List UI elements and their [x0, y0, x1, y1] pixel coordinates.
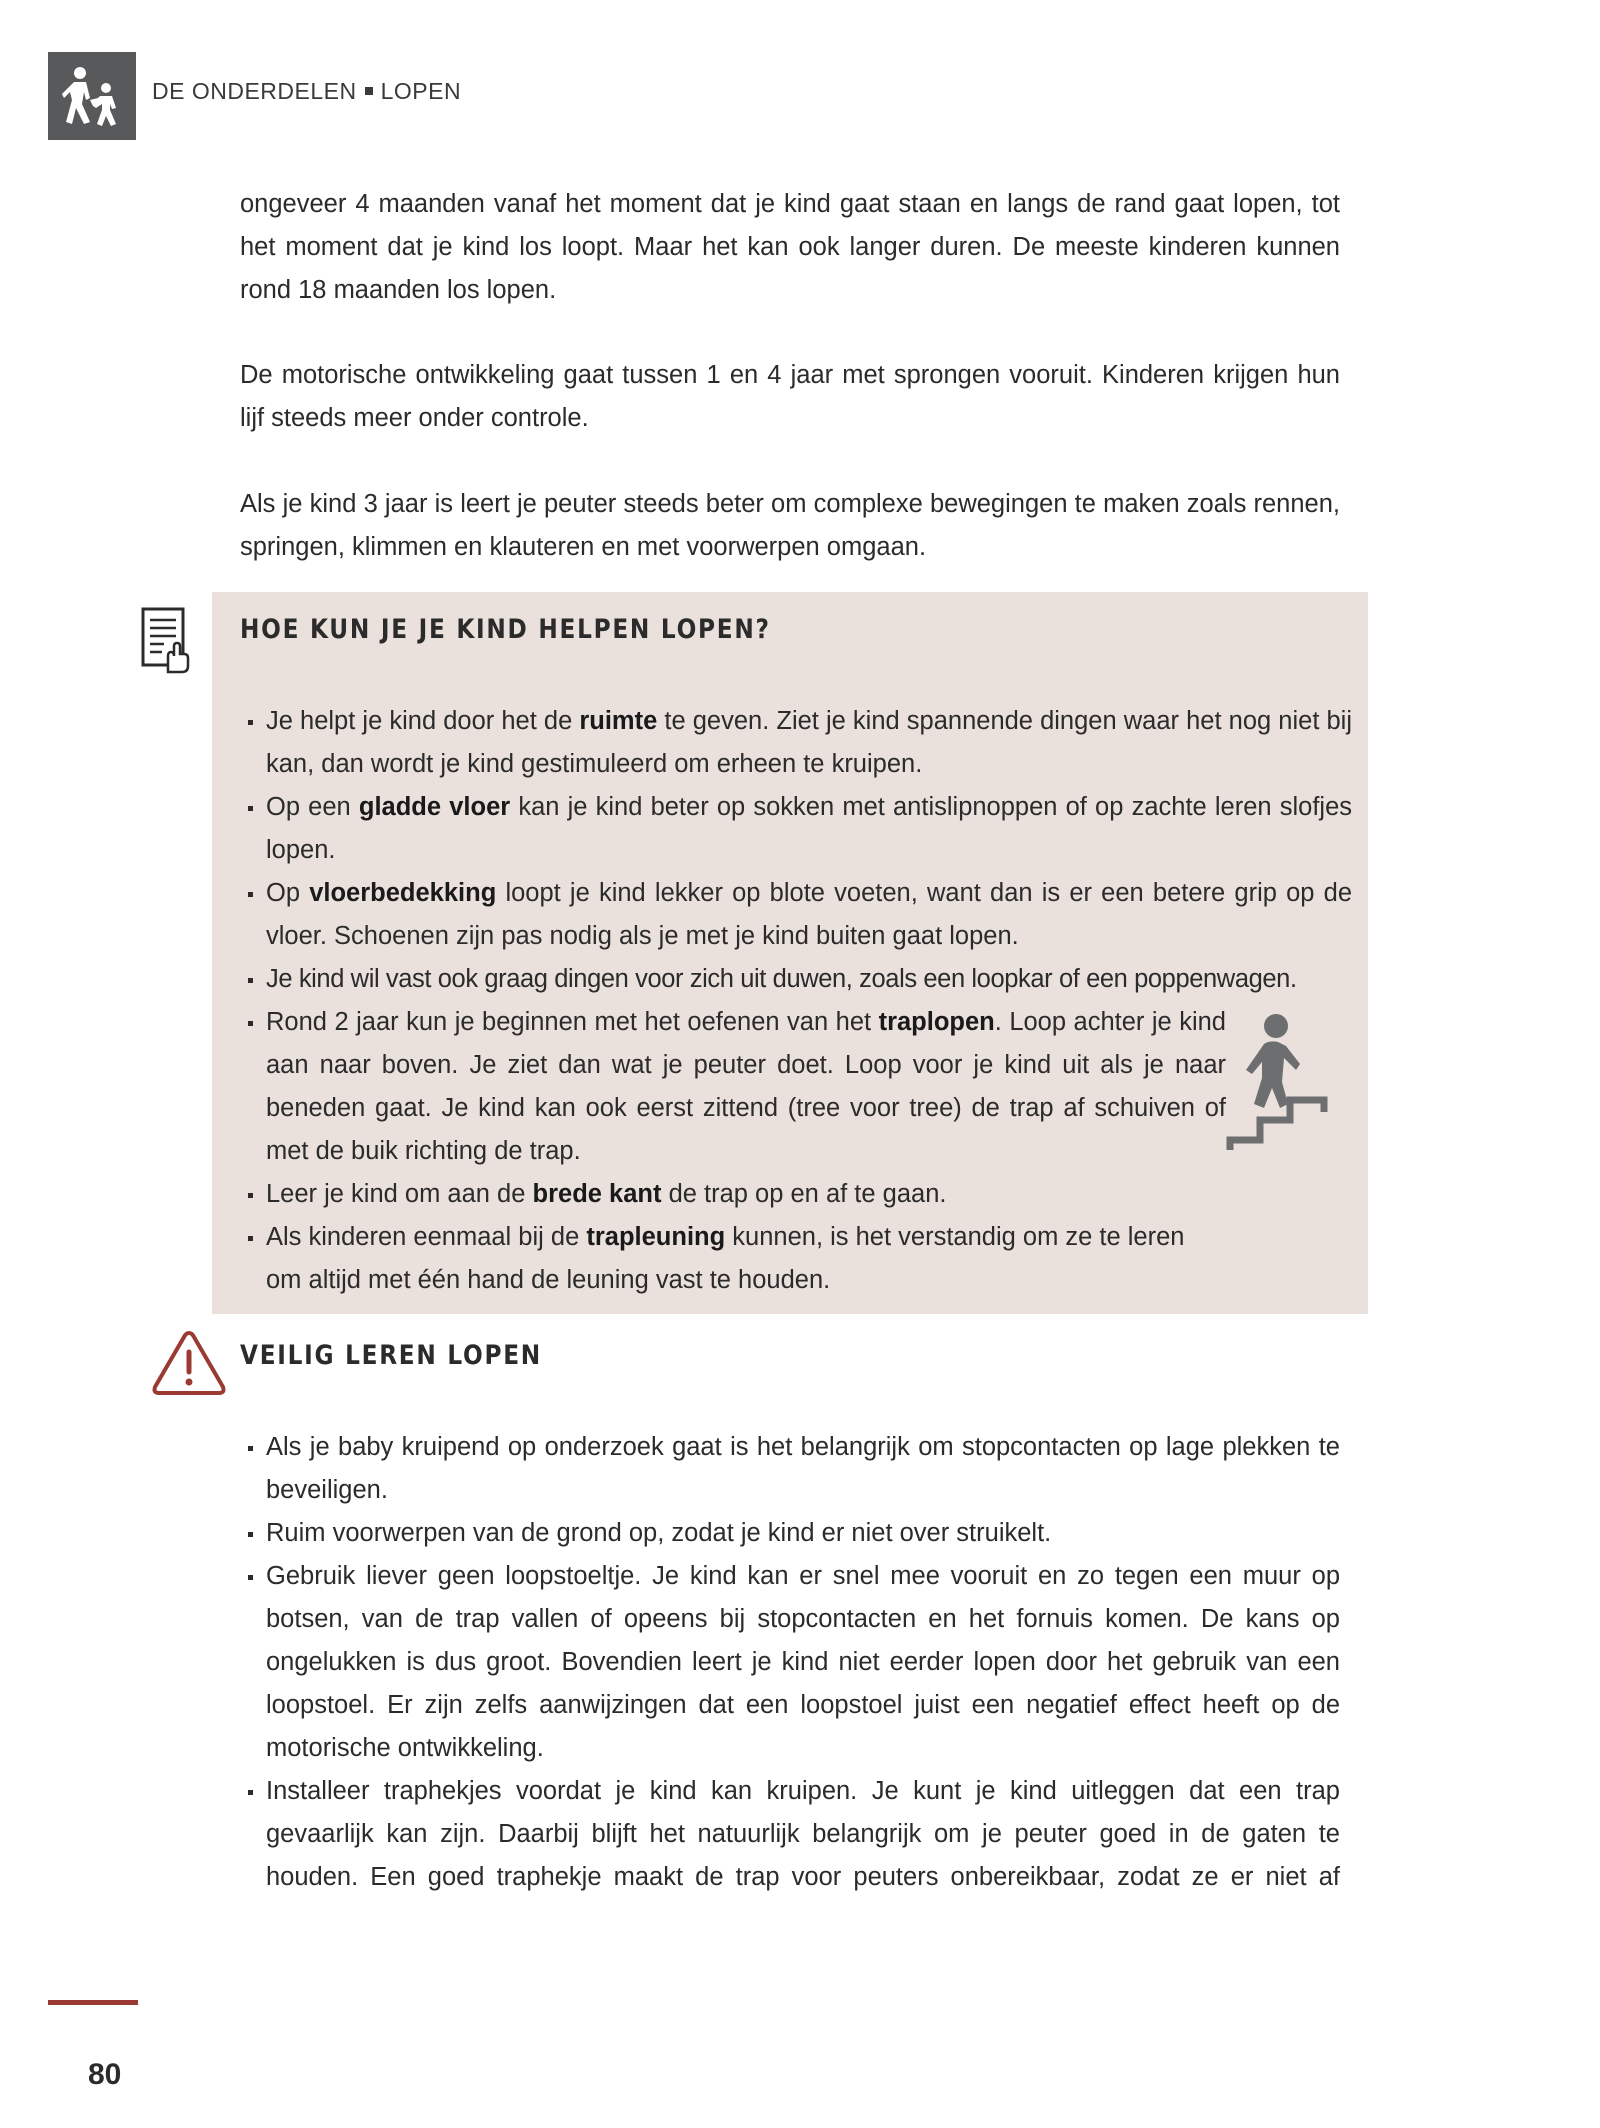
intro-paragraph-3: Als je kind 3 jaar is leert je peuter steeds beter om complexe bewegingen te maken zoals rennen, springen, klimmen en klauteren en met voorwerpen omgaan.: [240, 490, 1340, 561]
list-item: Installeer traphekjes voordat je kind kan kruipen. Je kunt je kind uitleggen dat een trap gevaarlijk kan zijn. Daarbij blijft het natuurlijk belangrijk om je peuter goed in de gaten te houden. Een goed traphekje maakt de trap voor peuters onbereikbaar, zodat ze er niet af: [240, 1770, 1340, 1899]
list-item: Je helpt je kind door het de ruimte te geven. Ziet je kind spannende dingen waar het nog niet bij kan, dan wordt je kind gestimuleerd om erheen te kruipen.: [240, 700, 1352, 786]
help-list: [240, 700, 1352, 1302]
intro-paragraph-2: De motorische ontwikkeling gaat tussen 1 en 4 jaar met sprongen vooruit. Kinderen krijgen hun lijf steeds meer onder controle.: [240, 361, 1340, 432]
safety-title: VEILIG LEREN LOPEN: [240, 1340, 542, 1371]
help-box-title: HOE KUN JE JE KIND HELPEN LOPEN?: [240, 614, 771, 645]
list-item: Je kind wil vast ook graag dingen voor zich uit duwen, zoals een loopkar of een poppenwagen.: [240, 958, 1352, 1001]
checklist-hand-icon: [140, 606, 192, 674]
walking-adult-child-icon: [48, 52, 136, 140]
header-section: DE ONDERDELEN: [152, 78, 357, 104]
warning-triangle-icon: [150, 1328, 228, 1398]
list-item: Rond 2 jaar kun je beginnen met het oefenen van het traplopen. Loop achter je kind aan naar boven. Je ziet dan wat je peuter doet. Loop voor je kind uit als je naar beneden gaat. Je kind kan ook eerst zittend (tree voor tree) de trap af schuiven of met de buik richting de trap.: [240, 1001, 1226, 1173]
intro-paragraph-1: ongeveer 4 maanden vanaf het moment dat je kind gaat staan en langs de rand gaat lopen, tot het moment dat je kind los loopt. Maar het kan ook langer duren. De meeste kinderen kunnen rond 18 maanden los lopen.: [240, 190, 1340, 304]
list-item: Gebruik liever geen loopstoeltje. Je kind kan er snel mee vooruit en zo tegen een muur op botsen, van de trap vallen of opeens bij stopcontacten en het fornuis komen. De kans op ongelukken is dus groot. Bovendien leert je kind niet eerder lopen door het gebruik van een loopstoel. Er zijn zelfs aanwijzingen dat een loopstoel juist een negatief effect heeft op de motorische ontwikkeling.: [240, 1555, 1340, 1770]
person-climbing-stairs-icon: [1226, 1012, 1332, 1156]
header-subsection: LOPEN: [380, 78, 462, 104]
header-separator: [365, 87, 373, 95]
list-item: Op vloerbedekking loopt je kind lekker op blote voeten, want dan is er een betere grip op de vloer. Schoenen zijn pas nodig als je met je kind buiten gaat lopen.: [240, 872, 1352, 958]
page-number: 80: [88, 2058, 122, 2091]
safety-list: [240, 1426, 1340, 1899]
footer-rule: [48, 2000, 138, 2005]
list-item: Op een gladde vloer kan je kind beter op sokken met antislipnoppen of op zachte leren slofjes lopen.: [240, 786, 1352, 872]
list-item: Leer je kind om aan de brede kant de trap op en af te gaan.: [240, 1173, 1226, 1216]
list-item: Als kinderen eenmaal bij de trapleuning kunnen, is het verstandig om ze te leren om altijd met één hand de leuning vast te houden.: [240, 1216, 1226, 1302]
list-item: Als je baby kruipend op onderzoek gaat is het belangrijk om stopcontacten op lage plekken te beveiligen.: [240, 1426, 1340, 1512]
running-header: [152, 78, 461, 105]
list-item: Ruim voorwerpen van de grond op, zodat je kind er niet over struikelt.: [240, 1512, 1340, 1555]
